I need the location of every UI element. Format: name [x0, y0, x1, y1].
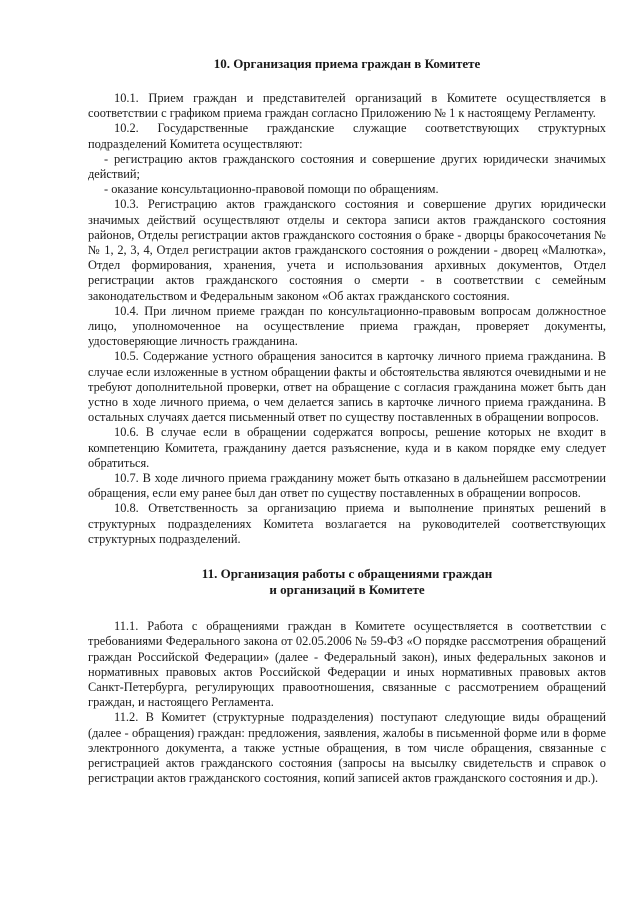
paragraph-10-8: 10.8. Ответственность за организацию приема и выполнение принятых решений в структурных подразделениях Комитета возлагается на руководителей соответствующих структурных подразделений.: [88, 501, 606, 546]
paragraph-10-6: 10.6. В случае если в обращении содержатся вопросы, решение которых не входит в компетенцию Комитета, гражданину дается разъяснение, куда и в каком порядке ему следует обратиться.: [88, 425, 606, 470]
document-body: [88, 56, 606, 786]
section-11-title-line-1: 11. Организация работы с обращениями граждан: [201, 566, 493, 582]
section-10: [88, 56, 606, 547]
paragraph-10-7: 10.7. В ходе личного приема гражданину может быть отказано в дальнейшем рассмотрении обращения, если ему ранее был дан ответ по существу поставленных в обращении вопросов.: [88, 471, 606, 501]
section-11: [88, 566, 606, 786]
list-item-consultation: - оказание консультационно-правовой помощи по обращениям.: [104, 182, 439, 197]
paragraph-10-5: 10.5. Содержание устного обращения заносится в карточку личного приема гражданина. В случае если изложенные в устном обращении факты и обстоятельства являются очевидными и не требуют дополнительной проверки, ответ на обращение с согласия гражданина может быть дан устно в ходе личного приема, о чем делается запись в карточке личного приема гражданина. В остальных случаях дается письменный ответ по существу поставленных в обращении вопросов.: [88, 349, 606, 425]
paragraph-11-2: 11.2. В Комитет (структурные подразделения) поступают следующие виды обращений (далее - обращения) граждан: предложения, заявления, жалобы в письменной форме или в форме электронного документа, а также устные обращения, в том числе обращения, связанные с регистрацией актов гражданского состояния (запросы на высылку свидетельств и справок о регистрации актов гражданского состояния, копий записей актов гражданского состояния и др.).: [88, 710, 606, 786]
paragraph-10-3: 10.3. Регистрацию актов гражданского состояния и совершение других юридически значимых действий осуществляют отделы и сектора записи актов гражданского состояния районов, Отделы регистрации актов гражданского состояния о браке - дворцы бракосочетания № № 1, 2, 3, 4, Отдел регистрации актов гражданского состояния о рождении - дворец «Малютка», Отдел формирования, хранения, учета и использования архивных документов, Отдел регистрации актов гражданского состояния о смерти - в соответствии с семейным законодательством и Федеральным законом «Об актах гражданского состояния.: [88, 197, 606, 303]
section-10-title: 10. Организация приема граждан в Комитете: [213, 56, 481, 71]
paragraph-10-2: 10.2. Государственные гражданские служащие соответствующих структурных подразделений Комитета осуществляют:: [88, 121, 606, 151]
list-item-registration: - регистрацию актов гражданского состояния и совершение других юридически значимых действий;: [88, 151, 606, 182]
paragraph-11-1: 11.1. Работа с обращениями граждан в Комитете осуществляется в соответствии с требованиями Федерального закона от 02.05.2006 № 59-ФЗ «О порядке рассмотрения обращений граждан Российской Федерации» (далее - Федеральный закон), иных федеральных законов и нормативных правовых актов Российской Федерации и иных нормативных правовых актов Санкт-Петербурга, регулирующих правоотношения, связанные с рассмотрением обращений граждан, и настоящего Регламента.: [88, 619, 606, 710]
paragraph-10-1: 10.1. Прием граждан и представителей организаций в Комитете осуществляется в соответствии с графиком приема граждан согласно Приложению № 1 к настоящему Регламенту.: [88, 91, 606, 121]
paragraph-10-4: 10.4. При личном приеме граждан по консультационно-правовым вопросам должностное лицо, уполномоченное на осуществление приема граждан, проверяет документы, удостоверяющие личность гражданина.: [88, 303, 606, 349]
section-11-title: [88, 566, 606, 598]
section-11-title-line-2: и организаций в Комитете: [269, 582, 425, 598]
